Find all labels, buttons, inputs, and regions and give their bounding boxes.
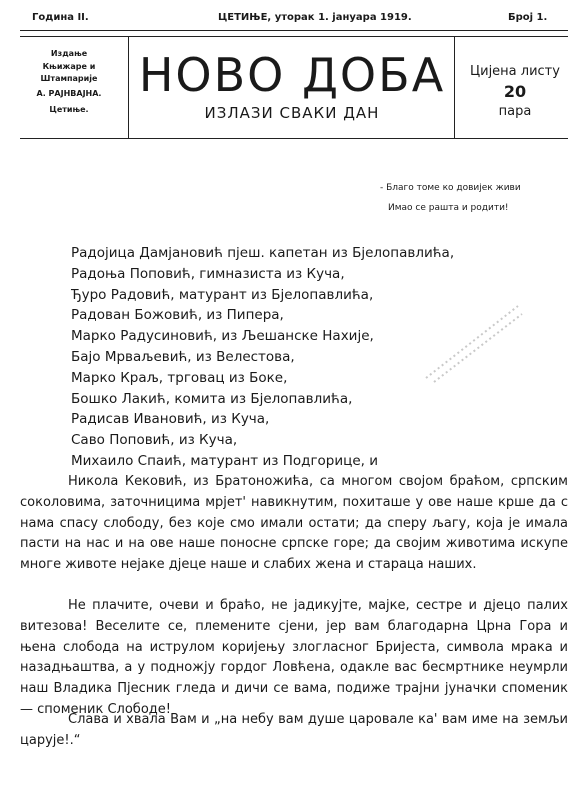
header-top-rule-inner xyxy=(20,36,568,37)
body-paragraph: Слава и хвала Вам и „на небу вам душе царовале ка' вам име на земљи царује!.“ xyxy=(20,712,568,748)
body-paragraph: Не плачите, очеви и браћо, не јадикујте, мајке, сестре и дјецо палих витезова! Веселите се, племените сјени, јер вам благодарна Црна Гора и њена слобода на иструлом коријењу злогласног Бријеста, символа мрака и назадњаштва, а у подножју гордог Ловћена, одакле вас бесмртнике неумрли наш Владика Пјесник гледа и дичи се вама, подиже трајни јуначки споменик — споменик Слободе! xyxy=(20,598,568,717)
header-bottom-rule xyxy=(20,138,568,139)
publisher-line: Издање xyxy=(50,49,88,58)
newspaper-subtitle: ИЗЛАЗИ СВАКИ ДАН xyxy=(204,104,380,122)
list-item: Бошко Лакић, комита из Бјелопавлића, xyxy=(71,390,353,407)
newspaper-title: НОВО ДОБА xyxy=(138,48,446,102)
publisher-line: Штампарије xyxy=(40,74,98,83)
list-item: Радисав Ивановић, из Куча, xyxy=(71,411,270,428)
body-paragraph: Никола Кековић, из Братоножића, са многом својом браћом, српским соколовима, заточницима мрјет' навикнутим, похиташе у ове наше крше да с нама спасу слободу, без које смо имали остати; да сперу љагу, која је имала пасти на нас и на ове наше поносне српске горе; да својим животима искупе многе животе нејаке дјеце наше и слабих жена и стараца наших. xyxy=(20,474,568,573)
epigraph xyxy=(380,178,580,218)
list-item: Саво Поповић, из Куча, xyxy=(71,432,238,449)
list-item: Радојица Дамјановић пјеш. капетан из Бјелопавлића, xyxy=(71,245,455,261)
year-label: Година II. xyxy=(32,12,89,23)
publisher-line: А. РАЈНВАЈНА. xyxy=(36,89,102,98)
header-top-rule xyxy=(20,30,568,31)
price-block xyxy=(456,62,574,122)
masthead-left-divider xyxy=(128,36,129,138)
dateline: ЦЕТИЊЕ, уторак 1. јануара 1919. xyxy=(218,12,412,23)
list-item: Марко Радусиновић, из Љешанске Нахије, xyxy=(71,328,374,345)
epigraph-line: - Благо томе ко довијек живи xyxy=(380,183,521,193)
price-amount: 20 xyxy=(503,82,527,101)
list-item: Ђуро Радовић, матурант из Бјелопавлића, xyxy=(71,286,374,303)
publisher-block xyxy=(14,46,124,118)
price-unit: пара xyxy=(498,104,532,119)
publisher-line: Цетиње. xyxy=(49,105,89,114)
names-list xyxy=(71,243,581,472)
list-item: Радован Божовић, из Пипера, xyxy=(71,307,284,324)
masthead xyxy=(130,48,454,122)
list-item: Михаило Спаић, матурант из Подгорице, и xyxy=(71,452,378,469)
issue-number: Број 1. xyxy=(508,12,548,23)
header-bar xyxy=(0,10,586,26)
epigraph-line: Имао се рашта и родити! xyxy=(388,203,509,213)
price-label: Цијена листу xyxy=(470,64,560,79)
masthead-right-divider xyxy=(454,36,455,138)
publisher-line: Књижаре и xyxy=(42,62,96,71)
list-item: Бајо Мрваљевић, из Велестова, xyxy=(71,348,295,365)
list-item: Радоња Поповић, гимназиста из Куча, xyxy=(71,265,345,282)
list-item: Марко Краљ, трговац из Боке, xyxy=(71,369,288,386)
